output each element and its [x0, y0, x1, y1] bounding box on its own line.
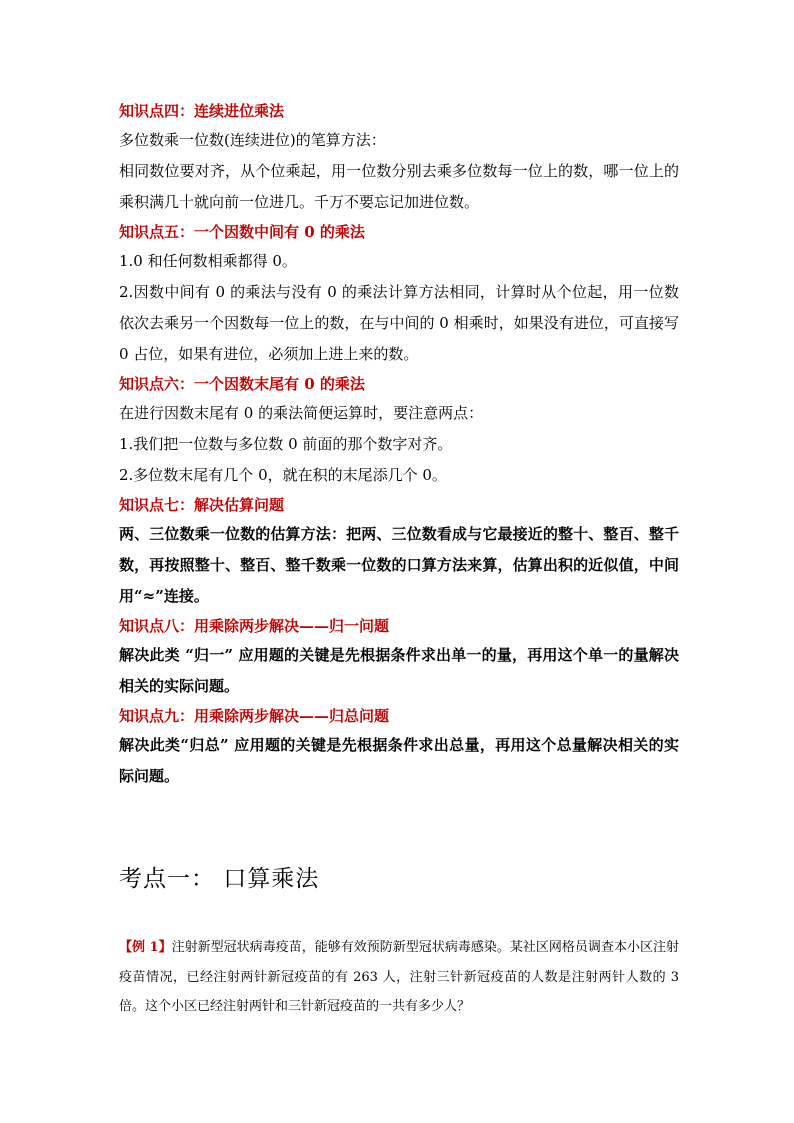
- section-heading: 知识点七：解决估算问题: [119, 496, 285, 514]
- section-knowledge-point-6: [119, 370, 679, 491]
- section-paragraph: 1.我们把一位数与多位数 0 前面的那个数字对齐。: [119, 435, 453, 453]
- section-knowledge-point-5: [119, 218, 679, 370]
- section-knowledge-point-9: [119, 702, 679, 792]
- section-heading: 知识点六：一个因数末尾有 0 的乘法: [119, 375, 365, 393]
- section-heading: 知识点九：用乘除两步解决——归总问题: [119, 707, 390, 725]
- example-question: [119, 933, 679, 1022]
- example-tag: 【例 1】: [119, 940, 172, 955]
- section-heading: 知识点四：连续进位乘法: [119, 102, 285, 120]
- section-paragraph: 2.因数中间有 0 的乘法与没有 0 的乘法计算方法相同，计算时从个位起，用一位数依次去乘另一个因数每一位上的数，在与中间的 0 相乘时，如果没有进位，可直接写 0 占位，如果有进位，必须加上进上来的数。: [119, 283, 679, 363]
- knowledge-points: [119, 97, 679, 792]
- section-knowledge-point-8: [119, 612, 679, 702]
- section-paragraph: 相同数位要对齐，从个位乘起，用一位数分别去乘多位数每一位上的数，哪一位上的乘积满几十就向前一位进几。千万不要忘记加进位数。: [119, 162, 679, 211]
- section-paragraph: 1.0 和任何数相乘都得 0。: [119, 252, 297, 270]
- exam-point-title: 考点一： 口算乘法: [119, 866, 320, 892]
- section-paragraph: 解决此类 “归一” 应用题的关键是先根据条件求出单一的量，再用这个单一的量解决相关的实际问题。: [119, 646, 679, 695]
- section-heading: 知识点八：用乘除两步解决——归一问题: [119, 617, 390, 635]
- section-heading: 知识点五：一个因数中间有 0 的乘法: [119, 223, 365, 241]
- section-knowledge-point-4: [119, 97, 679, 218]
- section-paragraph: 2.多位数末尾有几个 0，就在积的末尾添几个 0。: [119, 466, 447, 484]
- section-knowledge-point-7: [119, 491, 679, 612]
- section-paragraph: 解决此类“归总” 应用题的关键是先根据条件求出总量，再用这个总量解决相关的实际问题。: [119, 736, 679, 785]
- example-text: 注射新型冠状病毒疫苗，能够有效预防新型冠状病毒感染。某社区网格员调查本小区注射疫苗情况，已经注射两针新冠疫苗的有 263 人，注射三针新冠疫苗的人数是注射两针人数的 3 倍。这个小区已经注射两针和三针新冠疫苗的一共有多少人？: [119, 940, 679, 1014]
- section-paragraph: 在进行因数末尾有 0 的乘法简便运算时，要注意两点：: [119, 404, 484, 422]
- section-paragraph: 两、三位数乘一位数的估算方法：把两、三位数看成与它最接近的整十、整百、整千数，再按照整十、整百、整千数乘一位数的口算方法来算，估算出积的近似值，中间用“≈”连接。: [119, 525, 679, 605]
- section-paragraph: 多位数乘一位数(连续进位)的笔算方法：: [119, 131, 386, 149]
